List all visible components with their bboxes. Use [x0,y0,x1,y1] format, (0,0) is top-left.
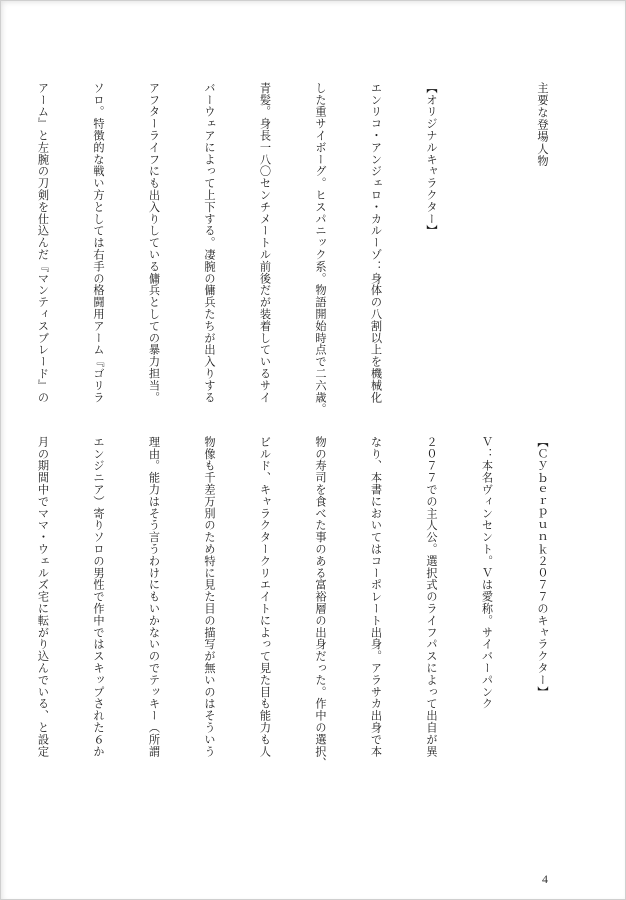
blank-line [477,82,496,402]
text-line: バーウェアによって上下する。凄腕の傭兵たちが出入りする [203,82,216,404]
text-line: なり、本書においてはコーポレート出身。アラサカ出身で本 [369,436,383,758]
text-line: アフターライフにも出入りしている傭兵としての暴力担当。 [147,82,161,404]
category-tag: 【オリジナルキャラクター】 [425,82,438,237]
original-characters-section [36,82,588,416]
text-line: エンリコ・アンジェロ・カルーゾ：身体の八割以上を機械化 [369,82,383,404]
text-line: ビルド、キャラクタークリエイトによって見た目も能力も人 [258,436,272,758]
text-line: 物像も千差万別のため特に見た目の描写が無いのはそういう [203,436,216,758]
text-line: 月の期間中でママ・ウェルズ宅に転がり込んでいる、と設定 [36,436,50,758]
text-line: 物の寿司を食べた事のある富裕層の出身だった。作中の選択、 [314,436,327,770]
text-line: ２０７７での主人公。選択式のライフパスによって出自が異 [425,436,438,758]
text-line: 理由。能力はそう言うわけにもいかないのでテッキー（所謂 [147,436,161,758]
section-heading: 主要な登場人物 [536,82,549,168]
text-line: Ｖ：本名ヴィンセント。Ｖは愛称。サイバーパンク [480,436,494,710]
text-line: した重サイボーグ。ヒスパニック系。物語開始時点で二六歳。 [314,82,327,416]
text-line: アーム』と左腕の刀剣を仕込んだ『マンティスブレード』の [36,82,50,404]
text-line: ソロ。特徴的な戦い方としては右手の格闘用アーム『ゴリラ [92,82,105,404]
category-tag: 【Ｃｙｂｅｒｐｕｎｋ２０７７のキャラクター】 [536,436,549,698]
text-line: 青髪。身長一八〇センチメートル前後だが装着しているサイ [258,82,272,404]
page-number: 4 [542,872,548,886]
cyberpunk-characters-section [36,436,588,846]
text-line: エンジニア）寄りソロの男性で作中ではスキップされた６か [92,436,105,758]
